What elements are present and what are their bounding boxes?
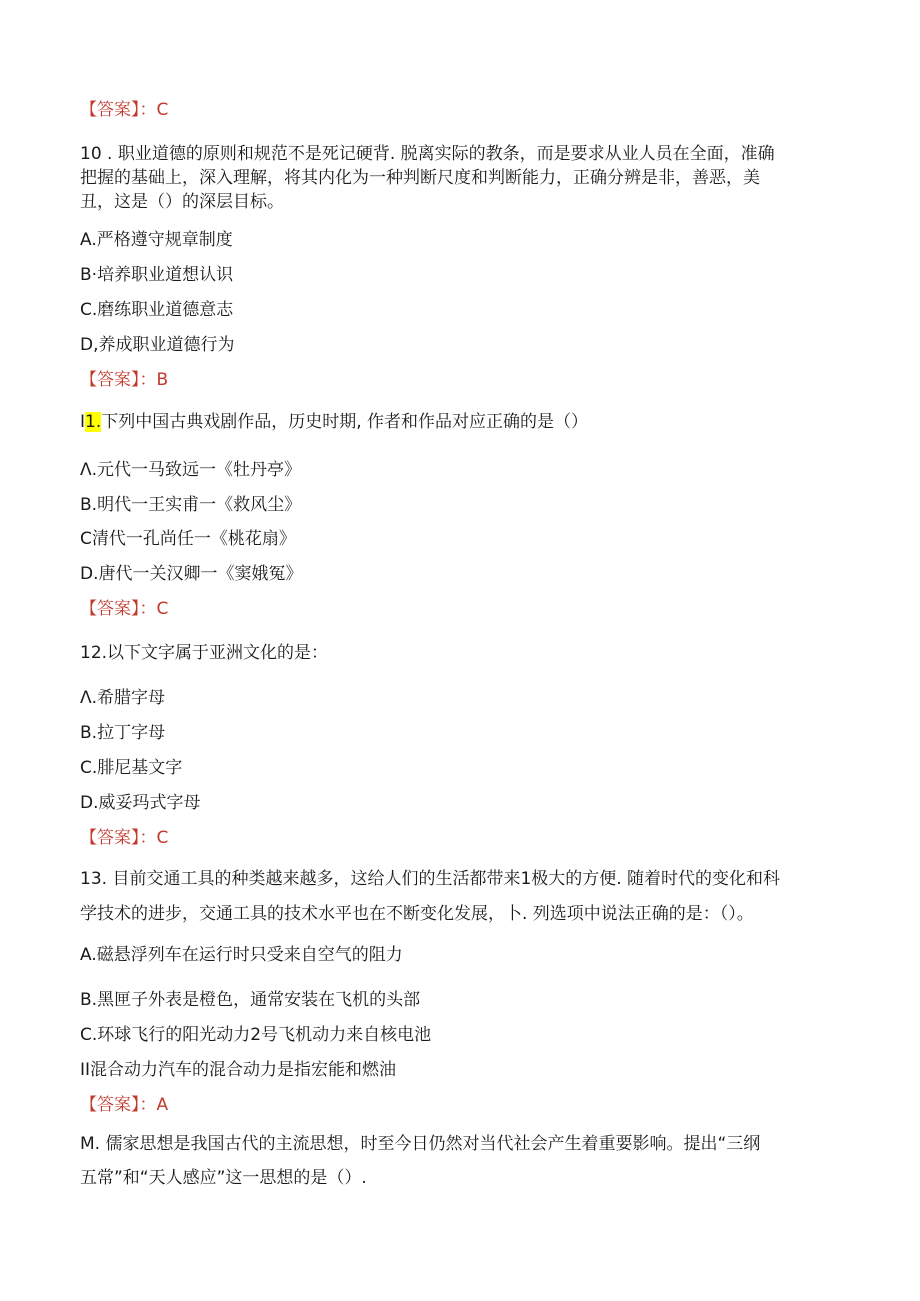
q12-option-a: Λ.希腊字母 bbox=[80, 688, 166, 708]
q14-stem-line1: M. 儒家思想是我国古代的主流思想，时至今日仍然对当代社会产生着重要影响。提出“三纲 bbox=[80, 1134, 761, 1154]
q10-stem-line1: 10 . 职业道德的原则和规范不是死记硬背. 脱离实际的教条，而是要求从业人员在全面，准确 bbox=[80, 144, 775, 164]
q9-answer: 【答案】：C bbox=[80, 100, 169, 120]
q12-answer: 【答案】：C bbox=[80, 828, 169, 848]
q10-option-d: D,养成职业道德行为 bbox=[80, 335, 235, 355]
q10-option-c: C.磨练职业道德意志 bbox=[80, 300, 234, 320]
q13-option-a: A.磁悬浮列车在运行时只受来自空气的阻力 bbox=[80, 945, 403, 965]
q10-stem-line3: 丑，这是（）的深层目标。 bbox=[80, 192, 284, 212]
q11-option-c: C清代一孔尚任一《桃花扇》 bbox=[80, 529, 296, 549]
q13-option-c: C.环球飞行的阳光动力2号飞机动力来自核电池 bbox=[80, 1025, 432, 1045]
q10-stem-line2: 把握的基础上，深入理解，将其内化为一种判断尺度和判断能力，正确分辨是非，善恶，美 bbox=[80, 168, 760, 188]
q12-stem: 12.以下文字属于亚洲文化的是： bbox=[80, 643, 329, 663]
q10-answer: 【答案】：B bbox=[80, 370, 169, 390]
q12-option-c: C.腓尼基文字 bbox=[80, 758, 183, 778]
q10-option-a: A.严格遵守规章制度 bbox=[80, 230, 233, 250]
q12-option-d: D.威妥玛式字母 bbox=[80, 793, 201, 813]
q11-stem-text: 下列中国古典戏剧作品，历史时期, 作者和作品对应正确的是（） bbox=[101, 412, 589, 432]
q13-stem-line1: 13. 目前交通工具的种类越来越多，这给人们的生活都带来1极大的方便. 随着时代的变化和科 bbox=[80, 869, 781, 889]
q13-option-b: B.黑匣子外表是橙色，通常安装在飞机的头部 bbox=[80, 990, 421, 1010]
q11-option-a: Λ.元代一马致远一《牡丹亭》 bbox=[80, 460, 302, 480]
q11-number-highlight: 1. bbox=[85, 412, 102, 432]
q13-answer: 【答案】：A bbox=[80, 1095, 169, 1115]
q11-stem bbox=[80, 410, 588, 434]
q12-option-b: B.拉丁字母 bbox=[80, 723, 166, 743]
q11-option-d: D.唐代一关汉卿一《窦娥冤》 bbox=[80, 564, 303, 584]
q11-option-b: B.明代一王实甫一《救风尘》 bbox=[80, 495, 302, 515]
q11-answer: 【答案】：C bbox=[80, 599, 169, 619]
q13-stem-line2: 学技术的进步，交通工具的技术水平也在不断变化发展，卜. 列选项中说法正确的是：（）。 bbox=[80, 904, 754, 924]
q11-prefix: I bbox=[80, 412, 86, 432]
q14-stem-line2: 五常”和“天人感应”这一思想的是（）. bbox=[80, 1168, 367, 1188]
q10-option-b: B·培养职业道想认识 bbox=[80, 265, 234, 285]
q13-option-d: II混合动力汽车的混合动力是指宏能和燃油 bbox=[80, 1060, 397, 1080]
